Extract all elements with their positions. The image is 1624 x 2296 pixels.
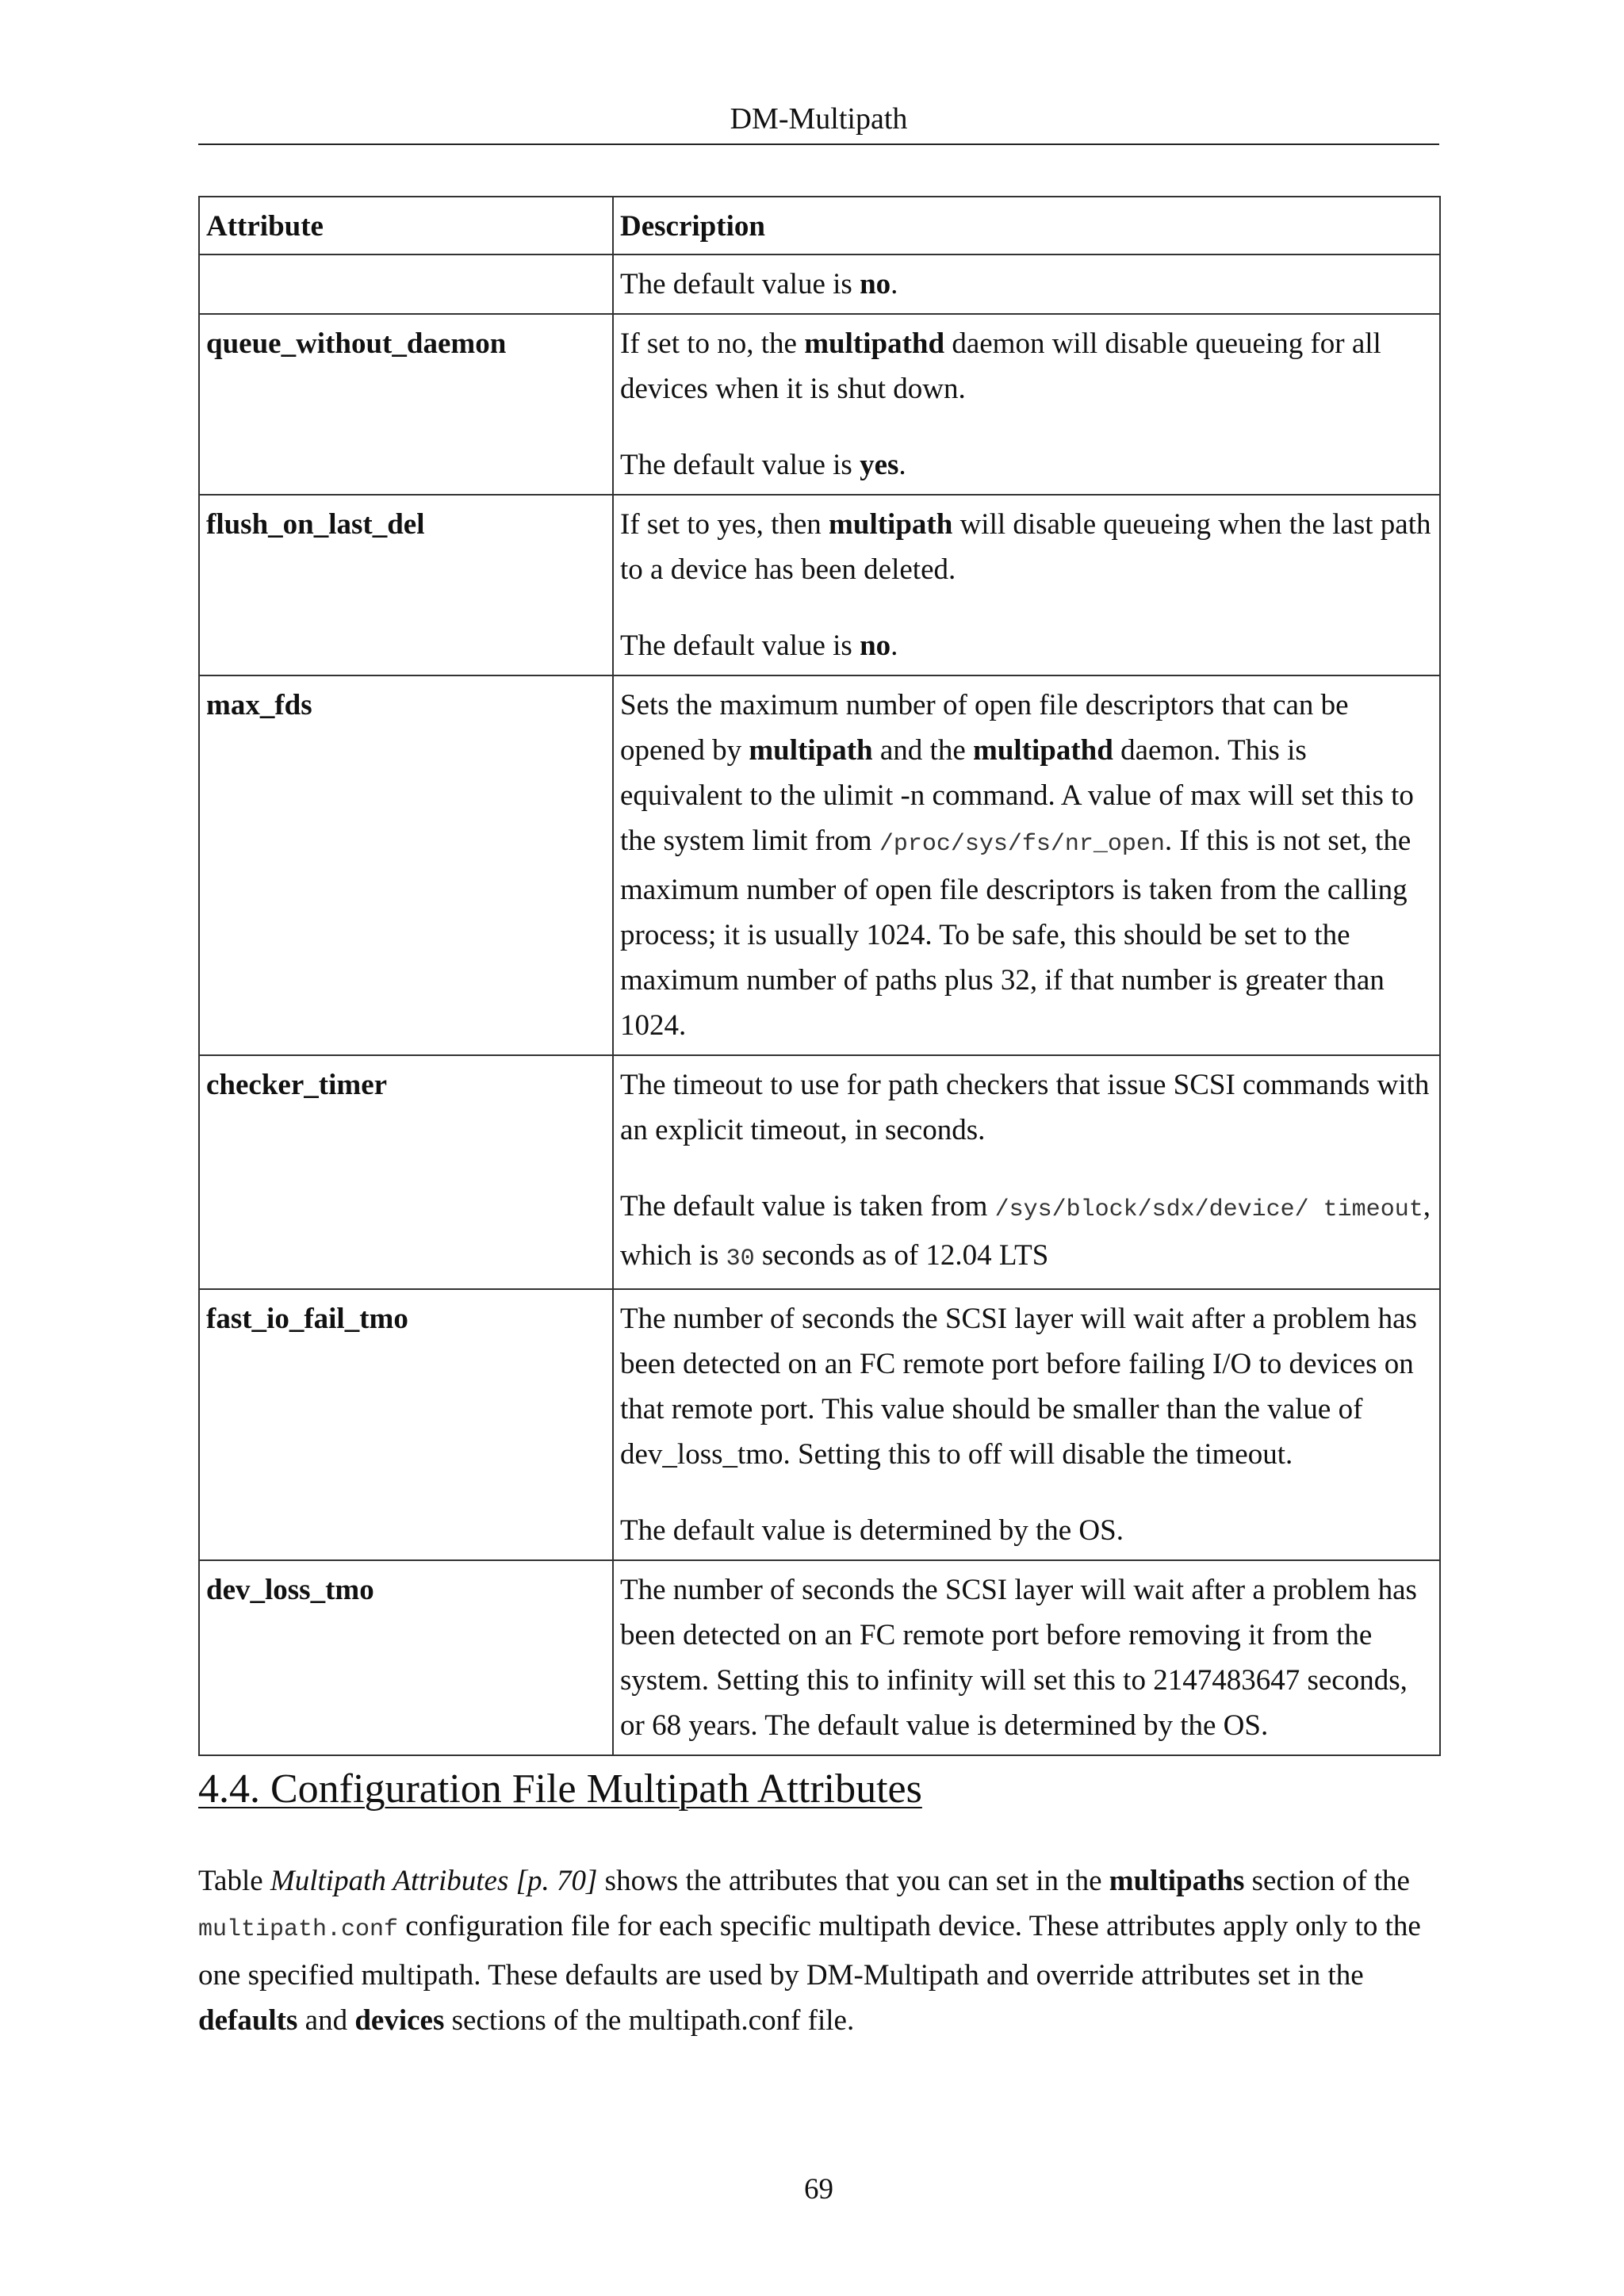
text-run: .: [898, 449, 906, 481]
attribute-description-cell: [613, 1560, 1440, 1755]
text-run: The default value is: [620, 629, 860, 662]
attribute-description-cell: [613, 1289, 1440, 1560]
description-paragraph: [620, 502, 1433, 592]
bold-term: no: [860, 629, 891, 662]
bold-term: multipathd: [973, 734, 1113, 767]
text-run: The default value is: [620, 449, 860, 481]
code-literal: /proc/sys/fs/nr_open: [879, 831, 1165, 858]
header-rule: [198, 144, 1439, 145]
text-run: and the: [872, 734, 973, 767]
text-run: sections of the multipath.conf file.: [444, 2004, 855, 2037]
text-run: and: [297, 2004, 355, 2037]
attribute-description-cell: [613, 314, 1440, 495]
attribute-name-cell: flush_on_last_del: [199, 495, 613, 675]
description-paragraph: [620, 623, 1433, 668]
text-run: . If this is not set, the maximum number of open file descriptors is taken from the calling process; it is usually 1024. To be safe, this should be set to the maximum number of paths plus 32, if that number is greater than 1024.: [620, 825, 1411, 1042]
section-body-paragraph: [198, 1858, 1439, 2043]
bold-term: multipath: [749, 734, 873, 767]
attribute-name-cell: dev_loss_tmo: [199, 1560, 613, 1755]
column-header-description: Description: [613, 197, 1440, 254]
code-literal: /sys/block/sdx/device/ timeout: [994, 1196, 1423, 1223]
text-run: Sets the maximum number of open file descriptors that can be opened by: [620, 689, 1349, 767]
description-paragraph: [620, 1062, 1433, 1153]
description-paragraph: [620, 321, 1433, 411]
text-run: daemon will disable queueing for all devices when it is shut down.: [620, 327, 1381, 405]
bold-term: no: [860, 268, 891, 300]
table-row: [199, 675, 1440, 1055]
attribute-description-cell: [613, 675, 1440, 1055]
text-run: The default value is: [620, 268, 860, 300]
description-paragraph: [620, 1296, 1433, 1477]
bold-term: multipathd: [804, 327, 945, 360]
bold-term: yes: [860, 449, 899, 481]
text-run: configuration file for each specific multipath device. These attributes apply only to the one specified multipath. These defaults are used by DM-Multipath and override attributes set in the: [198, 1910, 1421, 1992]
italic-reference: Multipath Attributes [p. 70]: [270, 1865, 598, 1897]
running-header: DM-Multipath: [730, 102, 908, 136]
bold-term: defaults: [198, 2004, 298, 2037]
text-run: The number of seconds the SCSI layer will wait after a problem has been detected on an FC remote port before removing it from the system. Setting this to infinity will set this to 2147483647 seconds, or 68 years. The default value is determined by the OS.: [620, 1574, 1417, 1742]
code-literal: 30: [726, 1246, 755, 1272]
attribute-name-cell: max_fds: [199, 675, 613, 1055]
text-run: , which is: [620, 1190, 1431, 1272]
bold-term: multipaths: [1109, 1865, 1245, 1897]
description-paragraph: [620, 1567, 1433, 1748]
text-run: section of the: [1244, 1865, 1410, 1897]
table-row: [199, 254, 1440, 314]
text-run: If set to yes, then: [620, 508, 829, 541]
attribute-description-cell: [613, 1055, 1440, 1289]
text-run: Table: [198, 1865, 270, 1897]
text-run: seconds as of 12.04 LTS: [754, 1239, 1049, 1272]
attribute-name-cell: queue_without_daemon: [199, 314, 613, 495]
text-run: shows the attributes that you can set in the: [597, 1865, 1109, 1897]
text-run: The default value is taken from: [620, 1190, 995, 1223]
bold-term: multipath: [829, 508, 953, 541]
attribute-name-cell: fast_io_fail_tmo: [199, 1289, 613, 1560]
description-paragraph: [620, 442, 1433, 488]
description-paragraph: [620, 1508, 1433, 1553]
attribute-name-cell: checker_timer: [199, 1055, 613, 1289]
column-header-attribute: Attribute: [199, 197, 613, 254]
text-run: The number of seconds the SCSI layer will wait after a problem has been detected on an FC remote port before failing I/O to devices on that remote port. This value should be smaller than the value of dev_loss_tmo. Setting this to off will disable the timeout.: [620, 1303, 1417, 1471]
table-row: [199, 1055, 1440, 1289]
text-run: The default value is determined by the OS.: [620, 1514, 1124, 1547]
bold-term: devices: [354, 2004, 445, 2037]
table-row: [199, 1289, 1440, 1560]
description-paragraph: [620, 1184, 1433, 1282]
table-header-row: [199, 197, 1440, 254]
table-body: [199, 254, 1440, 1755]
table-row: [199, 495, 1440, 675]
description-paragraph: [620, 262, 1433, 307]
text-run: If set to no, the: [620, 327, 805, 360]
text-run: .: [891, 629, 898, 662]
text-run: The timeout to use for path checkers that issue SCSI commands with an explicit timeout, in seconds.: [620, 1069, 1430, 1146]
attributes-table: [198, 196, 1441, 1756]
attribute-description-cell: [613, 495, 1440, 675]
attribute-description-cell: [613, 254, 1440, 314]
page-number: 69: [804, 2173, 833, 2206]
section-heading: 4.4. Configuration File Multipath Attributes: [198, 1766, 922, 1812]
table-row: [199, 314, 1440, 495]
text-run: daemon. This is equivalent to the ulimit -n command. A value of max will set this to the system limit from: [620, 734, 1414, 857]
text-run: .: [891, 268, 898, 300]
text-run: will disable queueing when the last path to a device has been deleted.: [620, 508, 1431, 586]
code-literal: multipath.conf: [198, 1916, 399, 1943]
attribute-name-cell: [199, 254, 613, 314]
table-row: [199, 1560, 1440, 1755]
description-paragraph: [620, 683, 1433, 1048]
